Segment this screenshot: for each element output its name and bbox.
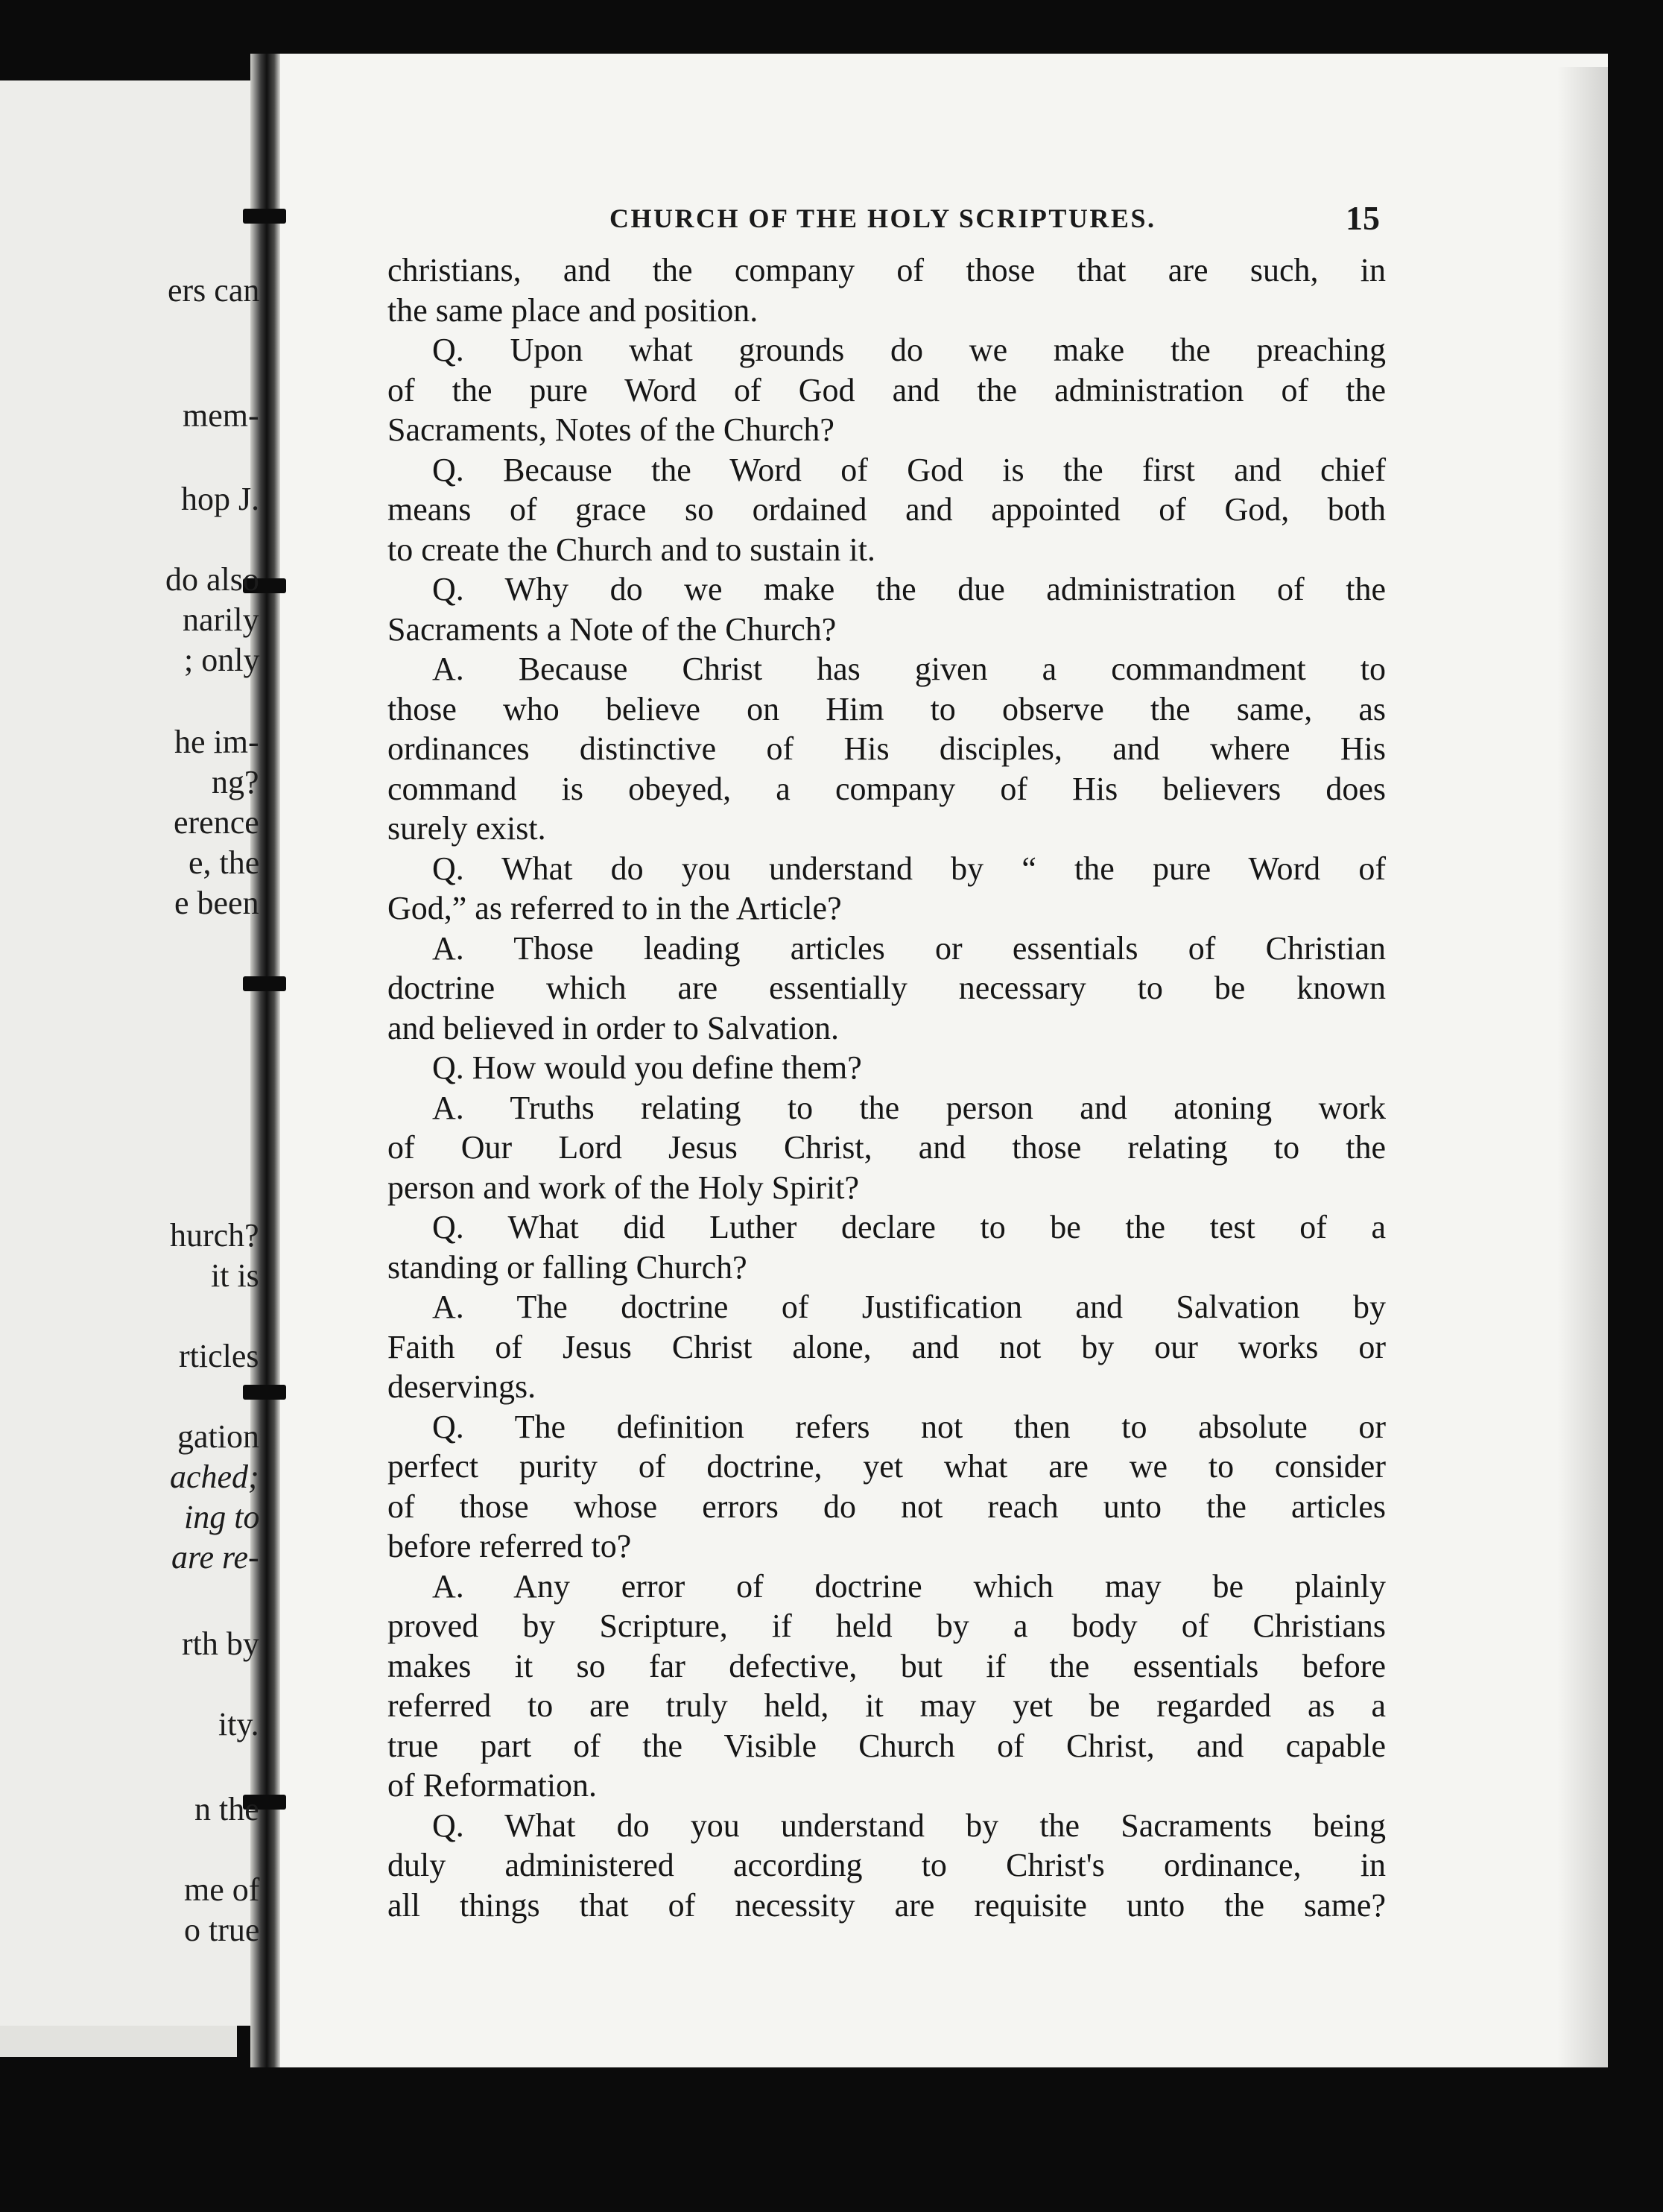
text-line: perfect purity of doctrine, yet what are we to consider — [387, 1448, 1386, 1485]
text-line: those who believe on Him to observe the same, as — [387, 690, 1386, 727]
text-line: of Our Lord Jesus Christ, and those relating to the — [387, 1129, 1386, 1166]
text-line: Q. What do you understand by “ the pure Word of — [432, 850, 1386, 887]
left-fragment: hurch? — [170, 1217, 259, 1254]
left-fragment: ng? — [212, 764, 259, 800]
left-fragment: me of — [184, 1871, 260, 1908]
text-line: surely exist. — [387, 810, 546, 847]
left-fragment: ached; — [170, 1459, 259, 1495]
text-line: before referred to? — [387, 1528, 632, 1564]
text-line: Q. How would you define them? — [432, 1049, 862, 1086]
text-line: all things that of necessity are requisite unto the same? — [387, 1886, 1386, 1924]
text-line: true part of the Visible Church of Christ, and capable — [387, 1727, 1386, 1764]
text-line: deservings. — [387, 1368, 536, 1405]
left-fragment: rth by — [182, 1625, 259, 1662]
text-line: of those whose errors do not reach unto the articles — [387, 1488, 1386, 1525]
text-line: standing or falling Church? — [387, 1248, 747, 1286]
text-line: and believed in order to Salvation. — [387, 1009, 840, 1046]
left-fragment: rticles — [179, 1338, 259, 1374]
text-line: A. The doctrine of Justification and Salvation by — [432, 1289, 1386, 1325]
text-line: A. Those leading articles or essentials of Christian — [432, 929, 1386, 967]
text-line: ordinances distinctive of His disciples, and where His — [387, 730, 1386, 767]
left-fragment: do also — [165, 561, 259, 598]
text-line: God,” as referred to in the Article? — [387, 890, 842, 926]
running-header: CHURCH OF THE HOLY SCRIPTURES. — [609, 203, 1156, 233]
text-line: Q. Because the Word of God is the first and chief — [432, 451, 1386, 488]
text-line: A. Any error of doctrine which may be plainly — [432, 1567, 1386, 1605]
text-line: command is obeyed, a company of His believers does — [387, 770, 1386, 807]
text-line: referred to are truly held, it may yet be regarded as a — [387, 1687, 1386, 1724]
text-line: A. Truths relating to the person and atoning work — [432, 1089, 1386, 1126]
text-line: duly administered according to Christ's ordinance, in — [387, 1847, 1386, 1883]
body-text — [387, 250, 1386, 1925]
left-fragment: erence — [174, 804, 259, 841]
text-line: Q. Why do we make the due administration of the — [432, 571, 1386, 607]
text-line: means of grace so ordained and appointed of God, both — [387, 491, 1386, 528]
left-fragment: o true — [184, 1912, 260, 1948]
left-fragment: gation — [177, 1418, 259, 1455]
left-fragment: ing to — [184, 1499, 260, 1535]
text-line: Q. What did Luther declare to be the test of a — [432, 1209, 1386, 1245]
text-line: person and work of the Holy Spirit? — [387, 1169, 859, 1206]
left-fragment: ity. — [218, 1706, 259, 1742]
left-fragment: it is — [211, 1257, 259, 1294]
text-line: Sacraments, Notes of the Church? — [387, 411, 834, 448]
text-line: Faith of Jesus Christ alone, and not by our works or — [387, 1328, 1386, 1365]
text-line: of Reformation. — [387, 1767, 598, 1804]
text-line: doctrine which are essentially necessary to be known — [387, 970, 1386, 1006]
text-line: Q. Upon what grounds do we make the preaching — [432, 332, 1386, 368]
left-fragment: e, the — [189, 844, 260, 881]
left-fragment: he im- — [174, 724, 259, 760]
text-line: proved by Scripture, if held by a body of Christians — [387, 1608, 1386, 1644]
text-line: Sacraments a Note of the Church? — [387, 610, 837, 648]
left-fragment: are re- — [171, 1539, 259, 1576]
text-line: christians, and the company of those that are such, in — [387, 252, 1386, 288]
text-line: Q. What do you understand by the Sacraments being — [432, 1807, 1386, 1844]
text-line: the same place and position. — [387, 291, 758, 329]
text-line: makes it so far defective, but if the essentials before — [387, 1647, 1386, 1684]
left-fragment: ; only — [184, 642, 260, 678]
text-line: A. Because Christ has given a commandment to — [432, 651, 1386, 687]
left-fragment: n the — [194, 1791, 259, 1827]
text-line: to create the Church and to sustain it. — [387, 531, 875, 568]
left-fragment: mem- — [183, 397, 259, 434]
page-number: 15 — [1346, 199, 1380, 237]
left-fragment: narily — [183, 601, 259, 638]
page-edge-shadow — [1557, 67, 1608, 2067]
left-fragment: hop J. — [181, 481, 260, 517]
left-page-text-fragments — [0, 0, 262, 2212]
left-fragment: e been — [174, 885, 259, 921]
text-line: of the pure Word of God and the administration of the — [387, 371, 1386, 408]
text-line: Q. The definition refers not then to absolute or — [432, 1408, 1386, 1445]
left-fragment: ers can — [168, 272, 260, 309]
